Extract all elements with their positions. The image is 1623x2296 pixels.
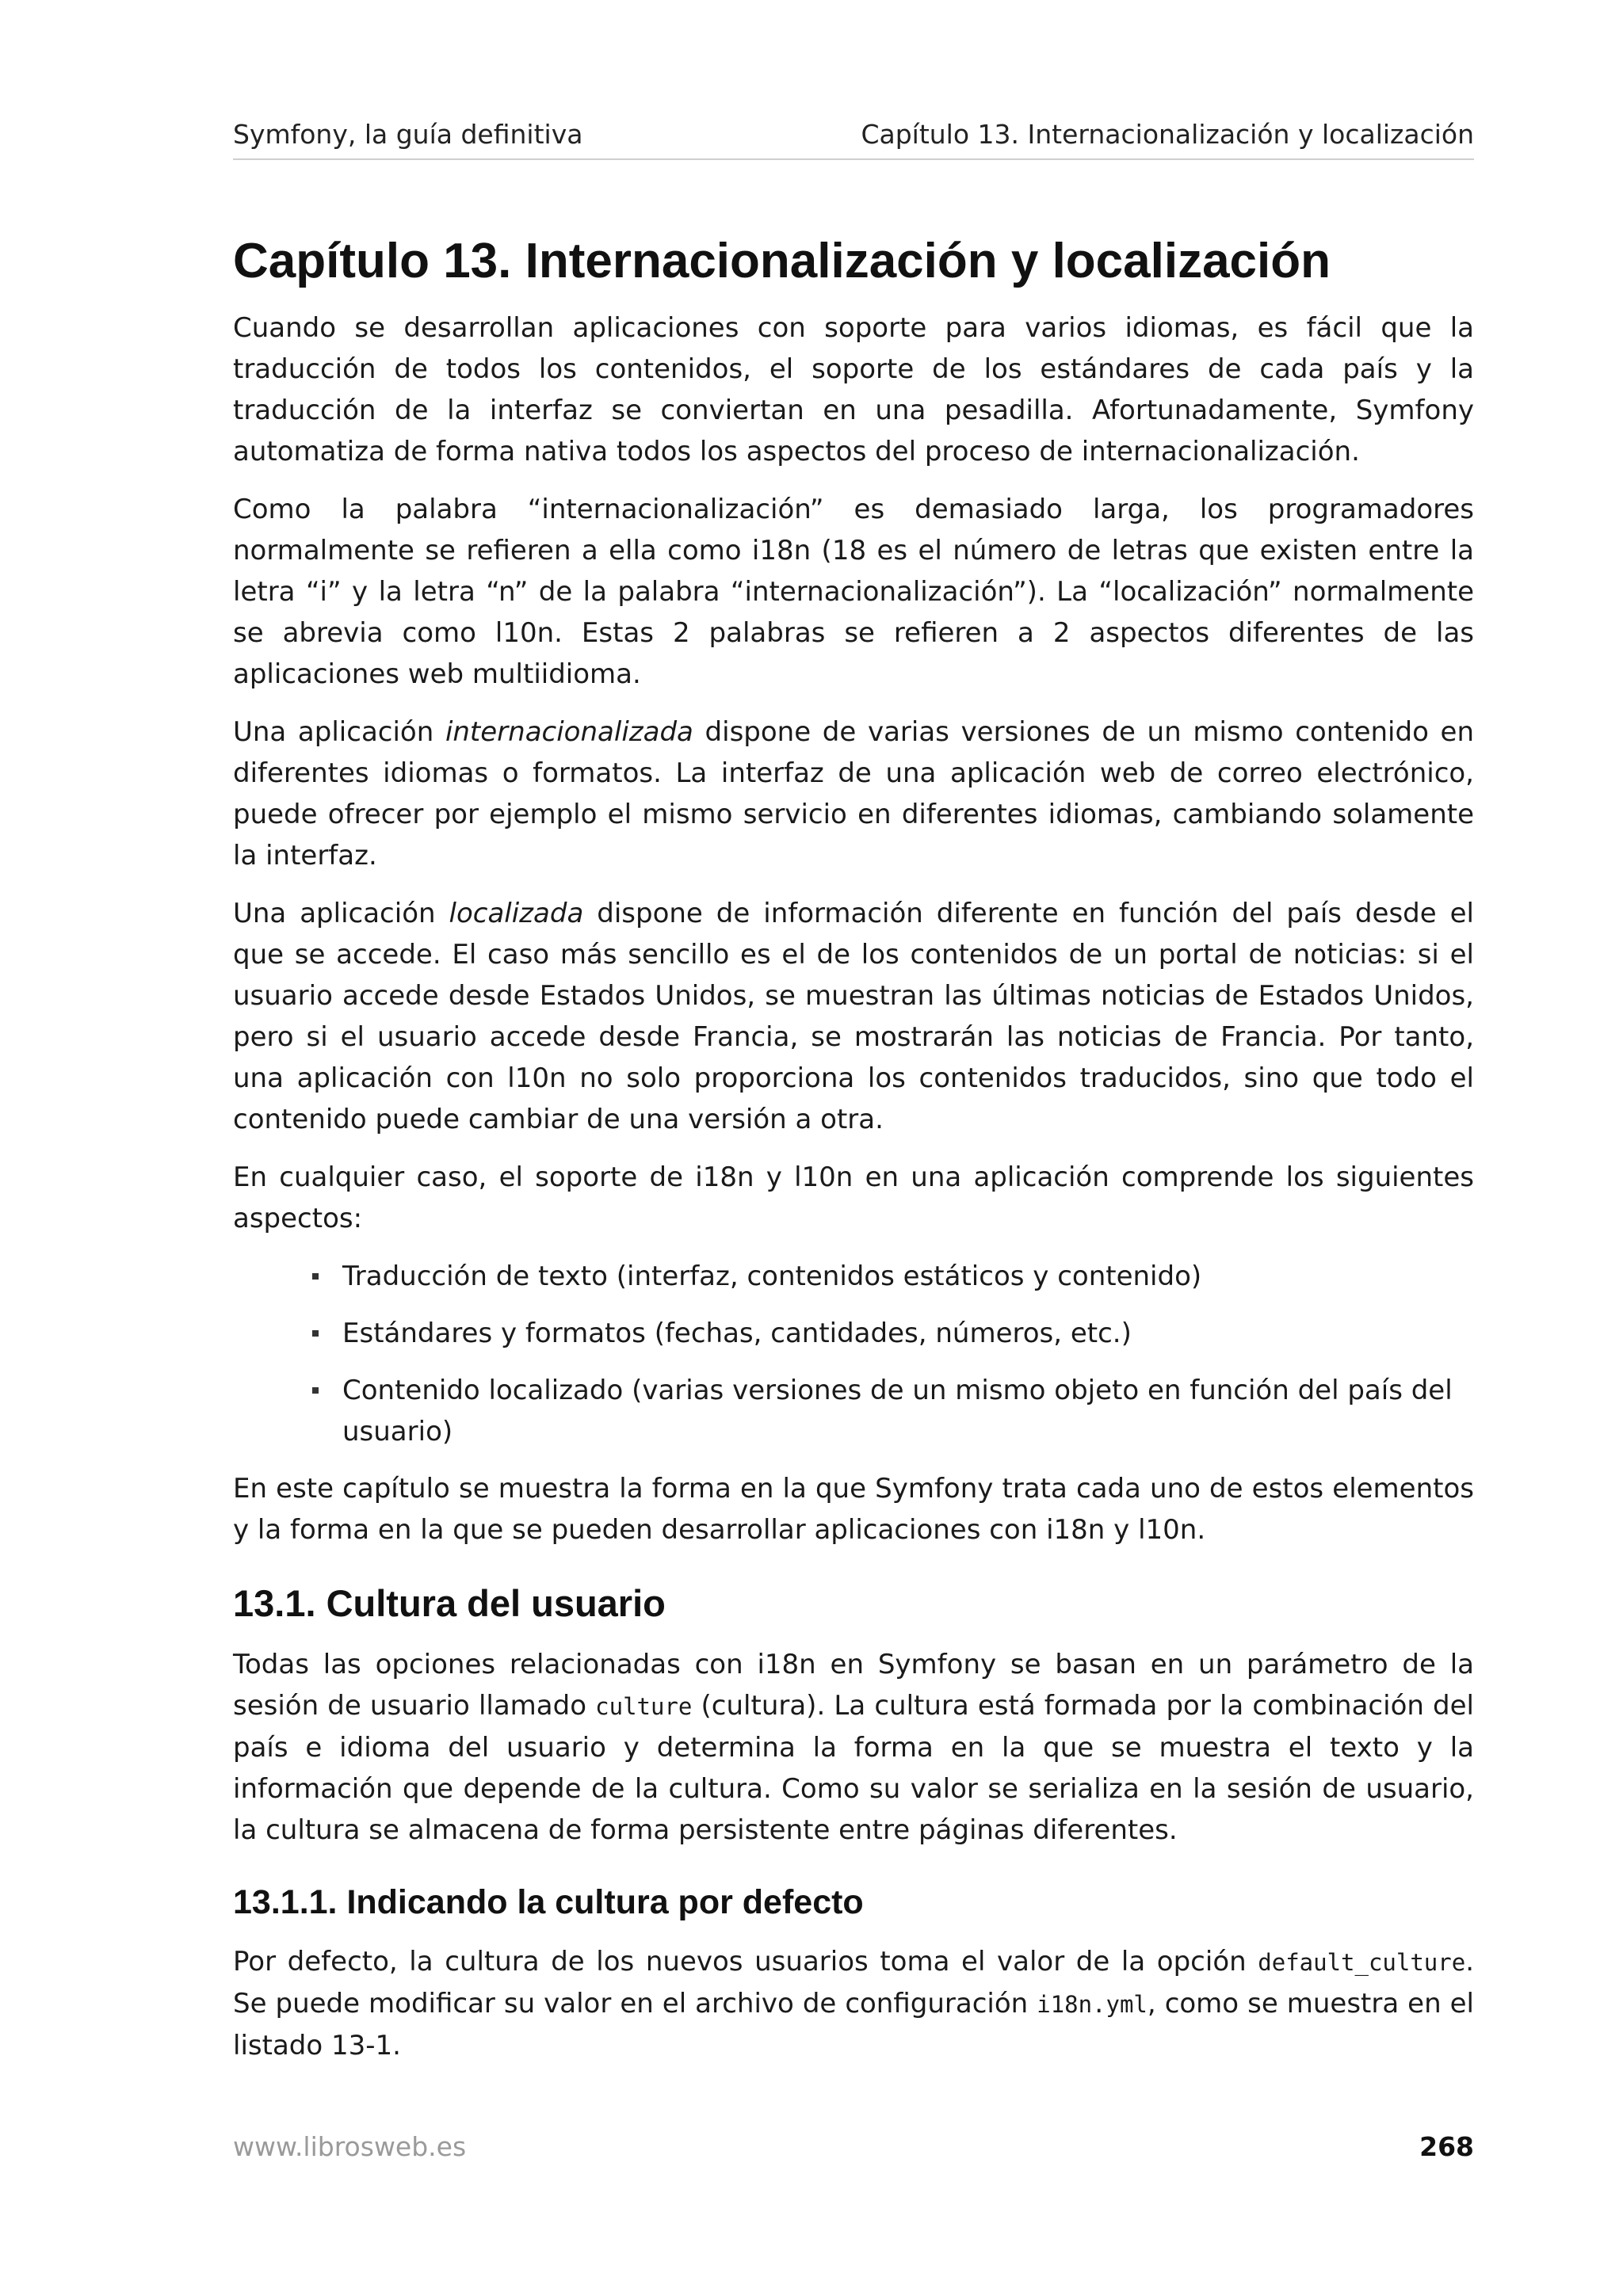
footer-site-url[interactable]: www.librosweb.es [233, 2131, 467, 2162]
section-title-user-culture: 13.1. Cultura del usuario [233, 1582, 666, 1624]
paragraph-chapter-summary: En este capítulo se muestra la forma en la que Symfony trata cada uno de estos elementos y la forma en la que se pueden desarrollar aplicaciones con i18n y l10n. [233, 1473, 1474, 1546]
code-default-culture: default_culture [1258, 1949, 1466, 1976]
text-segment: Todas las opciones relacionadas con i18n en Symfony se basan en un parámetro de la sesión de usuario llamado [233, 1649, 1474, 1722]
chapter-title: Capítulo 13. Internacionalización y localización [233, 234, 1331, 288]
paragraph-user-culture [233, 1644, 1474, 1851]
page-content [233, 230, 1474, 2083]
page-number: 268 [1419, 2131, 1474, 2162]
paragraph-intro: Cuando se desarrollan aplicaciones con soporte para varios idiomas, es fácil que la traducción de todos los contenidos, el soporte de los estándares de cada país y la traducción de la interfaz se conviertan en una pesadilla. Afortunadamente, Symfony automatiza de forma nativa todos los aspectos del proceso de internacionalización. [233, 312, 1474, 467]
text-segment: dispone de varias versiones de un mismo contenido en diferentes idiomas o formatos. La interfaz de una aplicación web de correo electrónico, puede ofrecer por ejemplo el mismo servicio en diferentes idiomas, cambiando solamente la interfaz. [233, 716, 1474, 871]
paragraph-localized [233, 893, 1474, 1140]
aspects-list [233, 1256, 1474, 1452]
text-segment: (cultura). La cultura está formada por la combinación del país e idioma del usuario y determina la forma en la que se muestra el texto y la información que depende de la cultura. Como su valor se serializa en la sesión de usuario, la cultura se almacena de forma persistente entre páginas diferentes. [233, 1690, 1475, 1846]
paragraph-i18n-definition: Como la palabra “internacionalización” es demasiado larga, los programadores normalmente se refieren a ella como i18n (18 es el número de letras que existen entre la letra “i” y la letra “n” de la palabra “internacionalización”). La “localización” normalmente se abrevia como l10n. Estas 2 palabras se refieren a 2 aspectos diferentes de las aplicaciones web multiidioma. [233, 494, 1474, 690]
list-item: Traducción de texto (interfaz, contenidos estáticos y contenido) [312, 1256, 1474, 1297]
text-segment: dispone de información diferente en función del país desde el que se accede. El caso más sencillo es el de los contenidos de un portal de noticias: si el usuario accede desde Estados Unidos, se muestran las últimas noticias de Estados Unidos, pero si el usuario accede desde Francia, se mostrarán las noticias de Francia. Por tanto, una aplicación con l10n no solo proporciona los contenidos traducidos, sino que todo el contenido puede cambiar de una versión a otra. [233, 898, 1474, 1135]
subsection-title-default-culture: 13.1.1. Indicando la cultura por defecto [233, 1883, 864, 1921]
emphasis-localized: localizada [449, 898, 584, 929]
header-chapter-title: Capítulo 13. Internacionalización y localización [861, 119, 1474, 150]
code-i18n-yml: i18n.yml [1037, 1991, 1148, 2018]
paragraph-aspects: En cualquier caso, el soporte de i18n y l10n en una aplicación comprende los siguientes aspectos: [233, 1161, 1474, 1234]
text-segment: , como se muestra en el listado 13-1. [233, 1988, 1474, 2061]
code-culture: culture [595, 1693, 693, 1720]
running-footer [233, 2131, 1474, 2162]
running-header [233, 119, 1474, 160]
text-segment: Por defecto, la cultura de los nuevos usuarios toma el valor de la opción [233, 1946, 1258, 1978]
list-item: Estándares y formatos (fechas, cantidades, números, etc.) [312, 1313, 1474, 1354]
list-item: Contenido localizado (varias versiones de un mismo objeto en función del país del usuario) [312, 1370, 1474, 1452]
document-page [233, 0, 1474, 2296]
text-segment: Una aplicación [233, 716, 445, 748]
text-segment: . Se puede modificar su valor en el archivo de configuración [233, 1946, 1474, 2019]
paragraph-default-culture [233, 1941, 1474, 2066]
text-segment: Una aplicación [233, 898, 449, 929]
paragraph-internationalized [233, 711, 1474, 876]
emphasis-internationalized: internacionalizada [445, 716, 693, 748]
header-book-title: Symfony, la guía definitiva [233, 119, 583, 150]
